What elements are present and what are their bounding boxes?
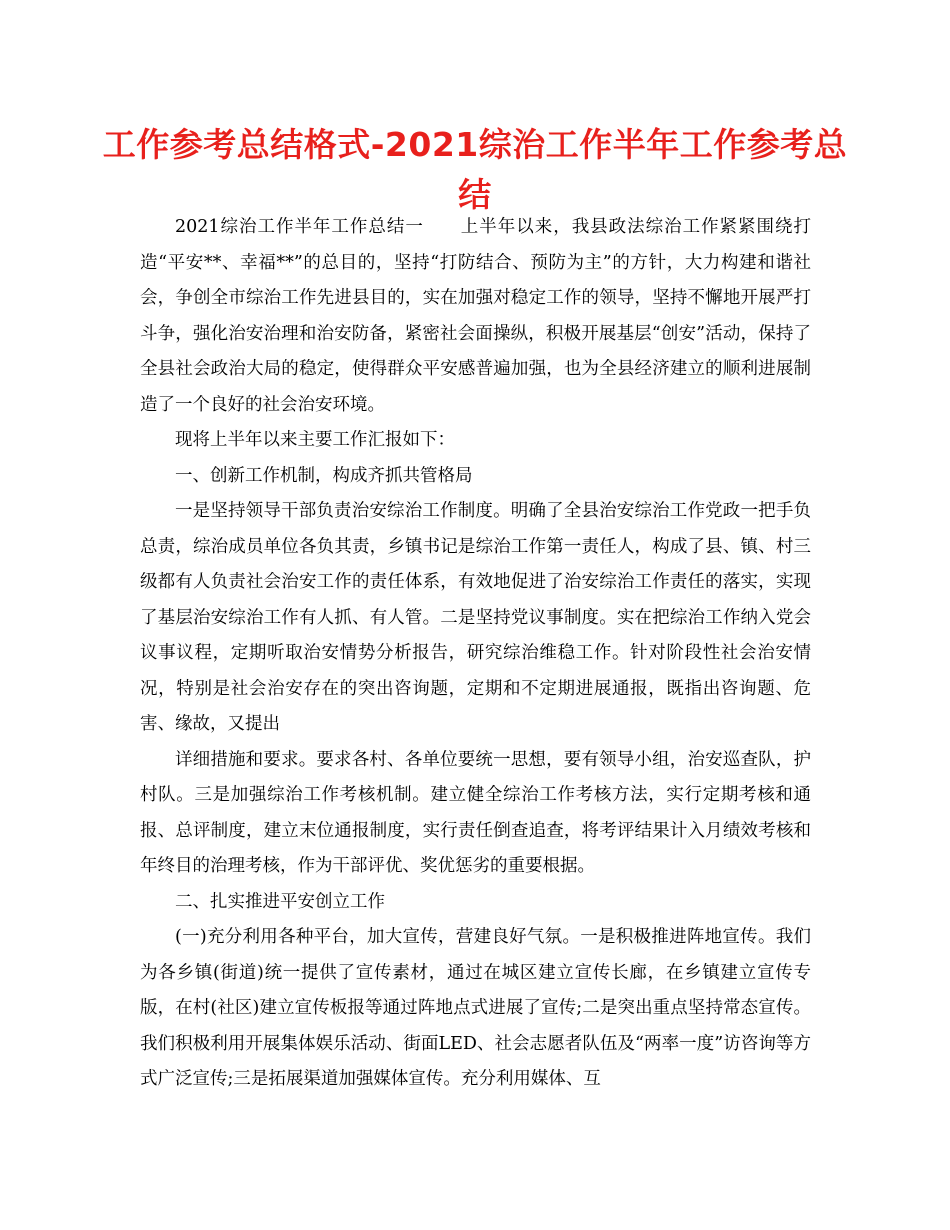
paragraph: 一是坚持领导干部负责治安综治工作制度。明确了全县治安综治工作党政一把手负总责，综治成员单位各负其责，乡镇书记是综治工作第一责任人，构成了县、镇、村三级都有人负责社会治安工作的责任体系，有效地促进了治安综治工作责任的落实，实现了基层治安综治工作有人抓、有人管。二是坚持党议事制度。实在把综治工作纳入党会议事议程，定期听取治安情势分析报告，研究综治维稳工作。针对阶段性社会治安情况，特别是社会治安存在的突出咨询题，定期和不定期进展通报，既指出咨询题、危害、缘故，又提出 bbox=[140, 501, 811, 734]
paragraph: 2021综治工作半年工作总结一 上半年以来，我县政法综治工作紧紧围绕打造“平安**、幸福**”的总目的，坚持“打防结合、预防为主”的方针，大力构建和谐社会，争创全市综治工作先进县目的，实在加强对稳定工作的领导，坚持不懈地开展严打斗争，强化治安治理和治安防备，紧密社会面操纵，积极开展基层“创安”活动，保持了全县社会政治大局的稳定，使得群众平安感普遍加强，也为全县经济建立的顺利进展制造了一个良好的社会治安环境。 bbox=[140, 217, 811, 415]
document-title: 工作参考总结格式-2021综治工作半年工作参考总结 bbox=[102, 125, 848, 214]
paragraph: 现将上半年以来主要工作汇报如下： bbox=[175, 430, 455, 450]
document-body bbox=[140, 210, 811, 1098]
paragraph: 详细措施和要求。要求各村、各单位要统一思想，要有领导小组，治安巡查队，护村队。三是加强综治工作考核机制。建立健全综治工作考核方法，实行定期考核和通报、总评制度，建立末位通报制度，实行责任倒查追查，将考评结果计入月绩效考核和年终目的治理考核，作为干部评优、奖优惩劣的重要根据。 bbox=[140, 749, 811, 876]
section-heading: 一、创新工作机制，构成齐抓共管格局 bbox=[175, 465, 473, 486]
section-heading: 二、扎实推进平安创立工作 bbox=[175, 891, 385, 912]
paragraph: (一)充分利用各种平台，加大宣传，营建良好气氛。一是积极推进阵地宣传。我们为各乡镇(街道)统一提供了宣传素材，通过在城区建立宣传长廊，在乡镇建立宣传专版，在村(社区)建立宣传板报等通过阵地点式进展了宣传;二是突出重点坚持常态宣传。我们积极利用开展集体娱乐活动、街面LED、社会志愿者队伍及“两率一度”访咨询等方式广泛宣传;三是拓展渠道加强媒体宣传。充分利用媒体、互 bbox=[140, 927, 811, 1089]
